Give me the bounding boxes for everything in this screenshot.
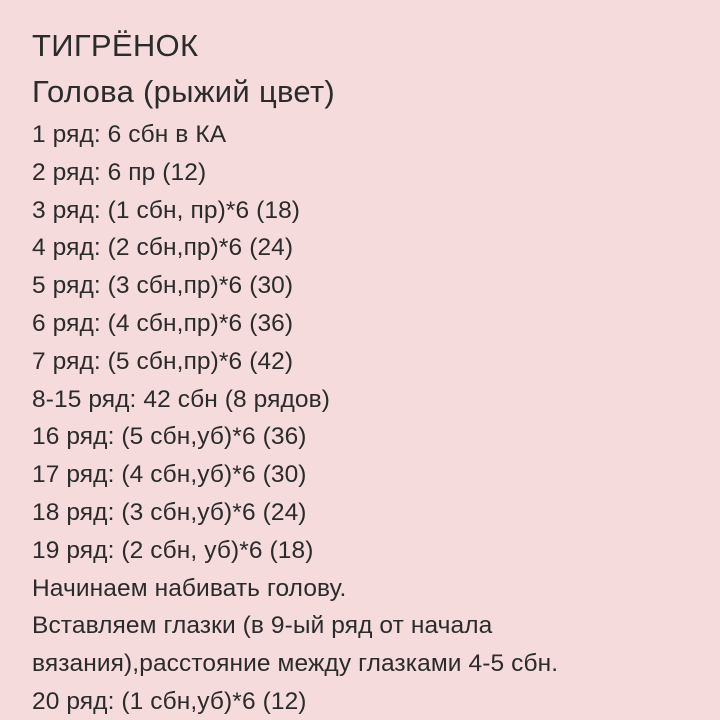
instruction-line: Начинаем набивать голову. bbox=[32, 574, 347, 602]
instruction-line: 3 ряд: (1 сбн, пр)*6 (18) bbox=[32, 196, 301, 224]
instruction-line: 17 ряд: (4 сбн,уб)*6 (30) bbox=[32, 461, 307, 489]
instruction-line: 19 ряд: (2 сбн, уб)*6 (18) bbox=[32, 536, 314, 564]
instruction-line: 5 ряд: (3 сбн,пр)*6 (30) bbox=[32, 272, 294, 300]
instruction-line: вязания),расстояние между глазками 4-5 сбн. bbox=[32, 650, 559, 678]
instruction-line: 20 ряд: (1 сбн,уб)*6 (12) bbox=[32, 687, 307, 715]
document-title: ТИГРЁНОК bbox=[32, 28, 199, 63]
instruction-line: 8-15 ряд: 42 сбн (8 рядов) bbox=[32, 385, 330, 413]
instruction-line: 6 ряд: (4 сбн,пр)*6 (36) bbox=[32, 309, 294, 337]
instruction-line: 7 ряд: (5 сбн,пр)*6 (42) bbox=[32, 347, 294, 375]
instruction-line: 16 ряд: (5 сбн,уб)*6 (36) bbox=[32, 423, 307, 451]
instruction-list bbox=[32, 116, 700, 720]
instruction-line: 4 ряд: (2 сбн,пр)*6 (24) bbox=[32, 234, 294, 262]
instruction-line: 18 ряд: (3 сбн,уб)*6 (24) bbox=[32, 498, 307, 526]
instruction-line: Вставляем глазки (в 9-ый ряд от начала bbox=[32, 612, 493, 640]
instruction-line: 1 ряд: 6 сбн в КА bbox=[32, 121, 227, 148]
section-heading: Голова (рыжий цвет) bbox=[32, 74, 336, 109]
instruction-line: 2 ряд: 6 пр (12) bbox=[32, 158, 207, 186]
